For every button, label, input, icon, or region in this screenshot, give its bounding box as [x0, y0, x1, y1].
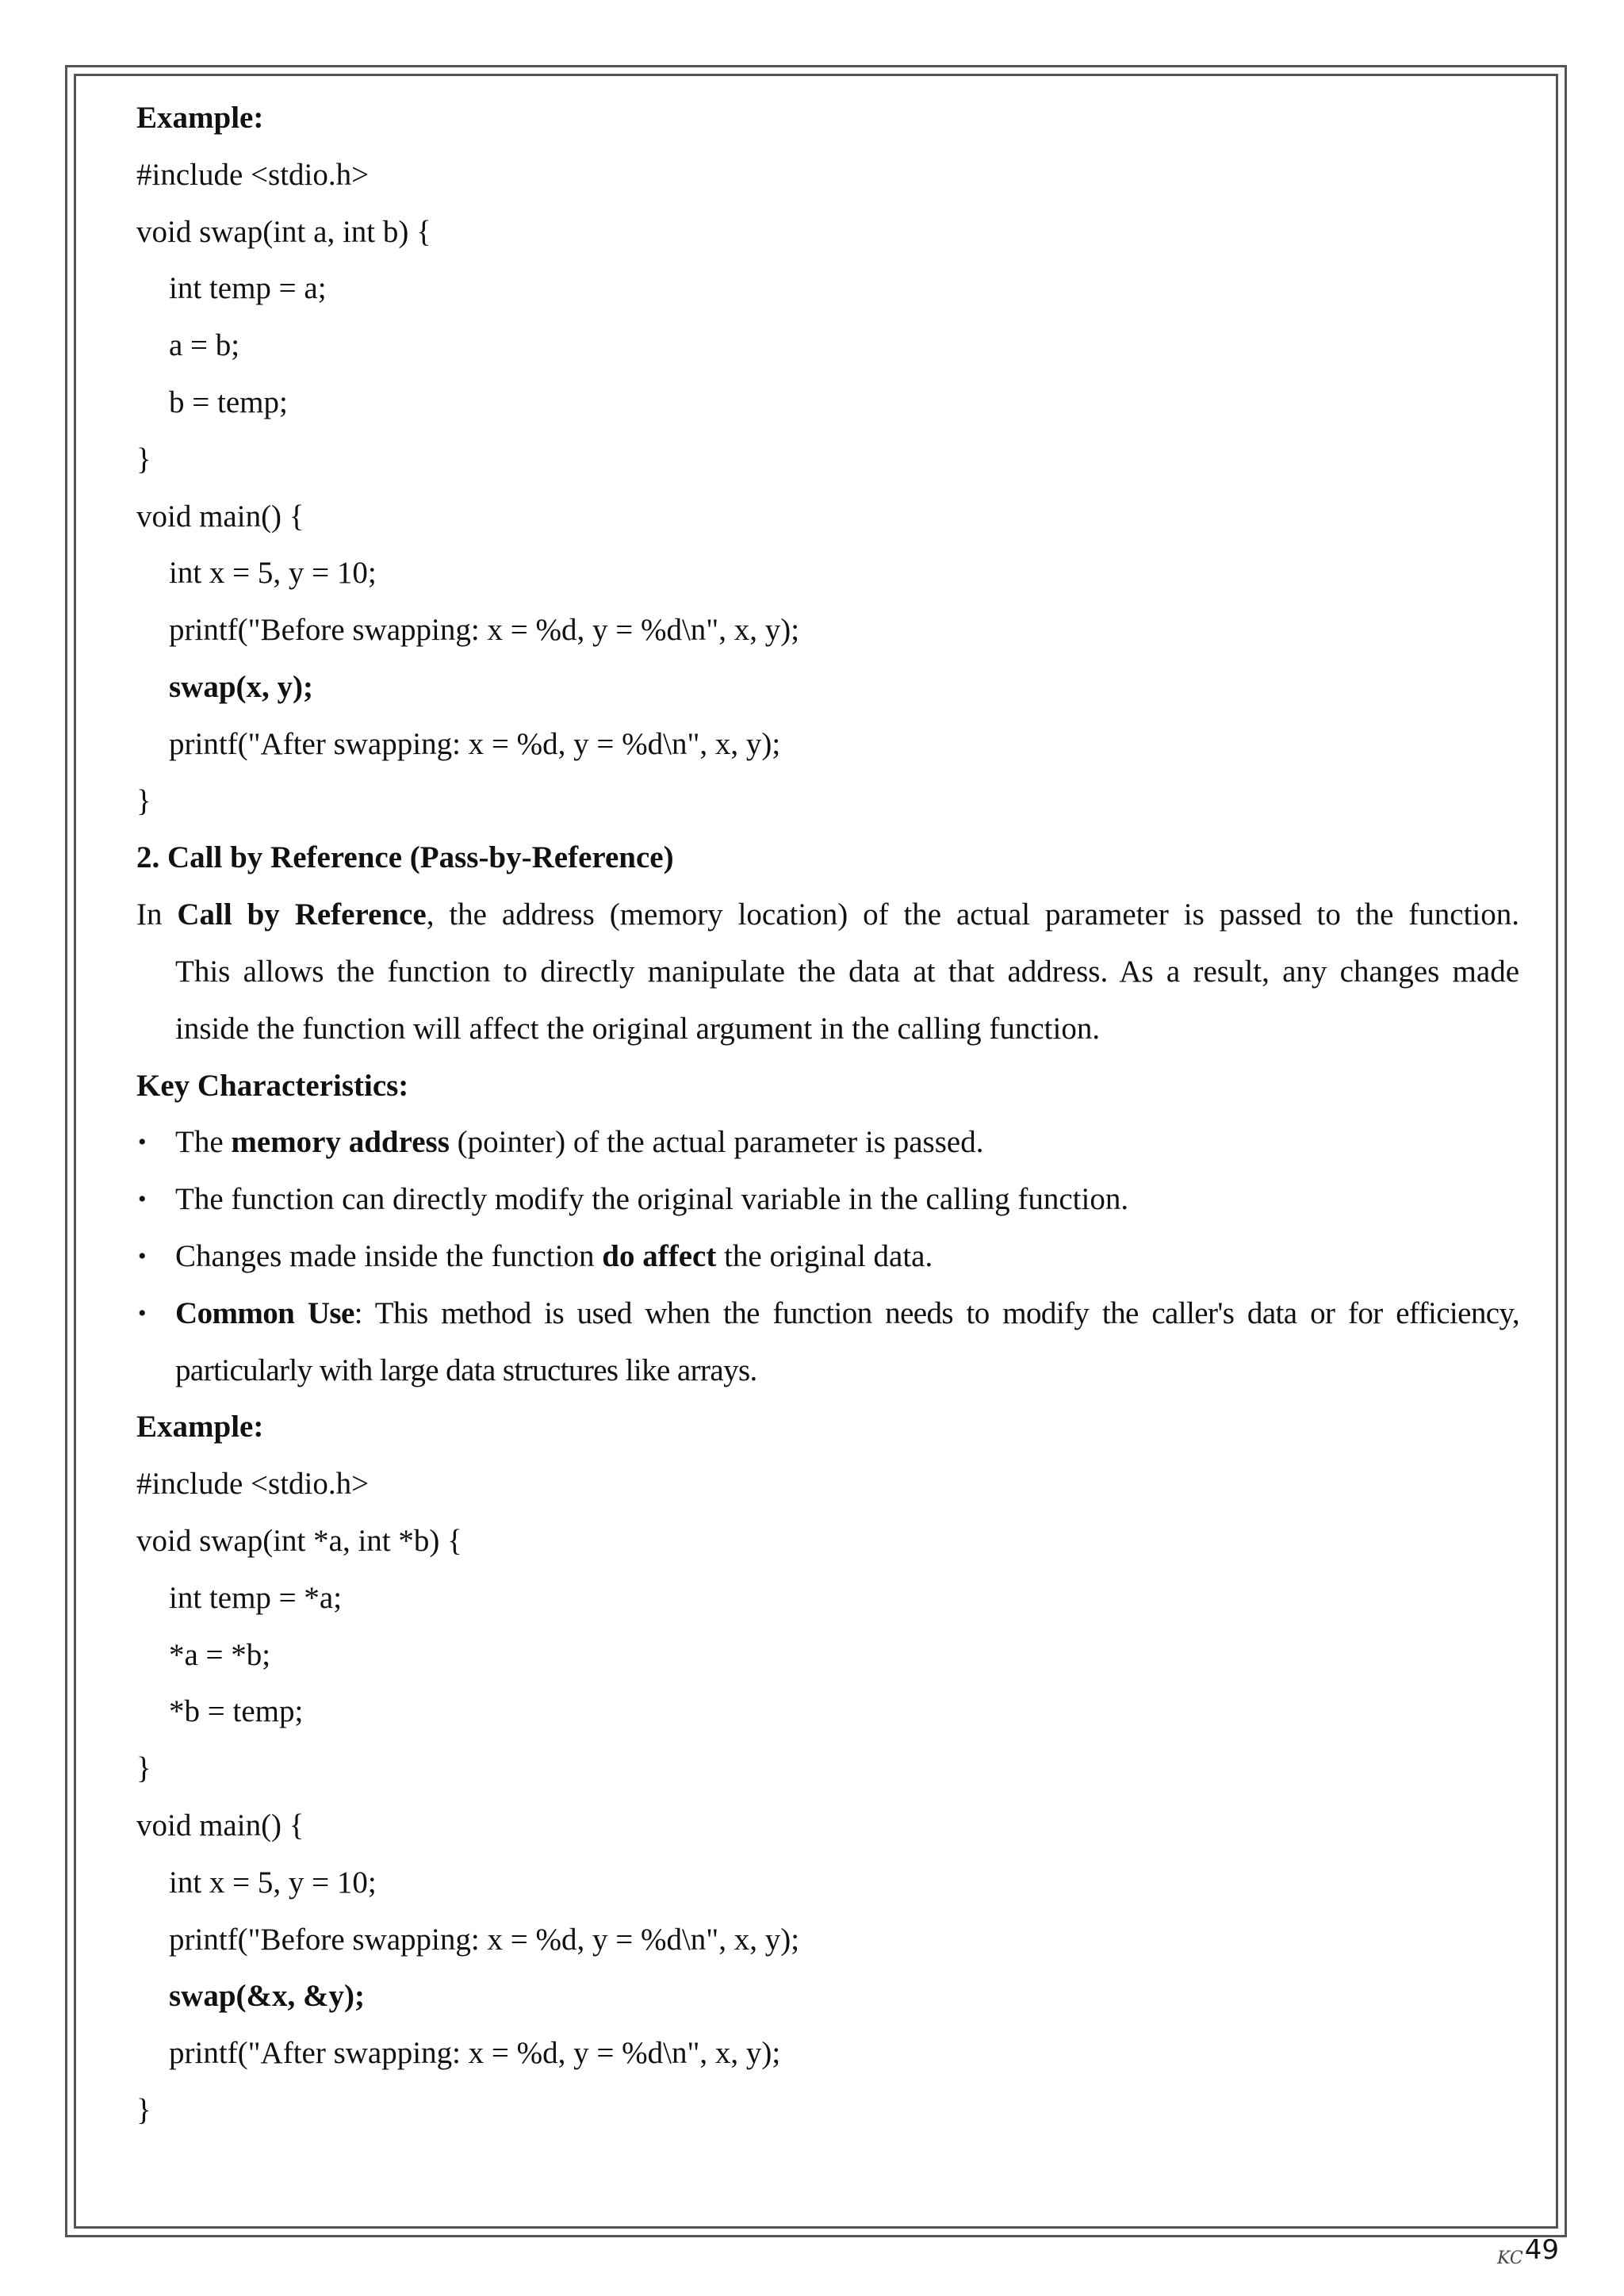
- code-line: b = temp;: [169, 385, 288, 419]
- code-line: a = b;: [169, 328, 240, 363]
- intro-bold-term: Call by Reference: [177, 897, 427, 932]
- bullet-text: The function can directly modify the original variable in the calling function.: [175, 1182, 1129, 1217]
- intro-line-3: inside the function will affect the original argument in the calling function.: [175, 1011, 1101, 1046]
- code-line: void main() {: [136, 1808, 304, 1843]
- example-heading: Example:: [136, 1410, 264, 1445]
- bullet-text: The: [175, 1125, 232, 1160]
- bullet-bold: Common Use: [175, 1295, 354, 1330]
- list-item: [136, 1114, 1519, 1171]
- code-line: int temp = a;: [169, 271, 327, 306]
- code-line: }: [136, 2092, 151, 2127]
- intro-prefix: In: [136, 897, 178, 932]
- code-line: int x = 5, y = 10;: [169, 556, 377, 591]
- list-item: [136, 1228, 1519, 1285]
- code-line: #include <stdio.h>: [136, 1467, 370, 1502]
- bullet-bold: memory address: [231, 1125, 450, 1160]
- code-line: int x = 5, y = 10;: [169, 1865, 377, 1900]
- bullet-icon: •: [138, 1129, 147, 1156]
- example-heading: Example:: [136, 101, 264, 135]
- code-line: *b = temp;: [169, 1694, 304, 1729]
- code-line: #include <stdio.h>: [136, 157, 370, 192]
- intro-paragraph: [136, 886, 1519, 1057]
- bullet-text: Changes made inside the function: [175, 1238, 603, 1273]
- code-line: int temp = *a;: [169, 1580, 343, 1615]
- bullet-text: (pointer) of the actual parameter is passed.: [449, 1125, 984, 1160]
- page-number: 49: [1524, 2234, 1559, 2266]
- intro-rest: , the address (memory location) of the actual parameter is passed to the function.: [426, 897, 1520, 932]
- list-item: [136, 1171, 1519, 1228]
- bullet-icon: •: [138, 1299, 146, 1326]
- key-heading: Key Characteristics:: [136, 1068, 409, 1103]
- code-line: void swap(int a, int b) {: [136, 214, 431, 249]
- code-line: printf("Before swapping: x = %d, y = %d\n", x, y);: [169, 613, 800, 648]
- code-line-call: swap(x, y);: [169, 669, 313, 704]
- list-item: [136, 1285, 1519, 1399]
- intro-line-2: This allows the function to directly manipulate the data at that address. As a result, any changes made: [175, 954, 1519, 989]
- code-line-call: swap(&x, &y);: [169, 1979, 365, 2014]
- bullet-bold: do affect: [602, 1238, 717, 1273]
- intro-line-1: [136, 886, 1519, 943]
- code-line: void main() {: [136, 499, 304, 534]
- bullet-text: the original data.: [716, 1238, 933, 1273]
- code-line: printf("After swapping: x = %d, y = %d\n", x, y);: [169, 2036, 781, 2071]
- page-footer: [1497, 2234, 1559, 2268]
- code-line: *a = *b;: [169, 1637, 271, 1672]
- code-line: }: [136, 1751, 151, 1786]
- code-line: }: [136, 442, 151, 476]
- bullet-text: : This method is used when the function needs to modify the caller's data or for efficiency, particularly with large data structures like arrays.: [175, 1295, 1519, 1387]
- code-line: }: [136, 783, 151, 818]
- section-heading: 2. Call by Reference (Pass-by-Reference): [136, 840, 674, 875]
- bullet-icon: •: [138, 1186, 147, 1213]
- bullet-icon: •: [138, 1242, 147, 1269]
- author-mark: KC: [1497, 2248, 1523, 2268]
- code-line: printf("Before swapping: x = %d, y = %d\n", x, y);: [169, 1922, 800, 1957]
- code-line: void swap(int *a, int *b) {: [136, 1523, 462, 1558]
- key-list: [136, 1114, 1519, 1399]
- page-content: [136, 90, 1519, 2139]
- code-line: printf("After swapping: x = %d, y = %d\n", x, y);: [169, 726, 781, 761]
